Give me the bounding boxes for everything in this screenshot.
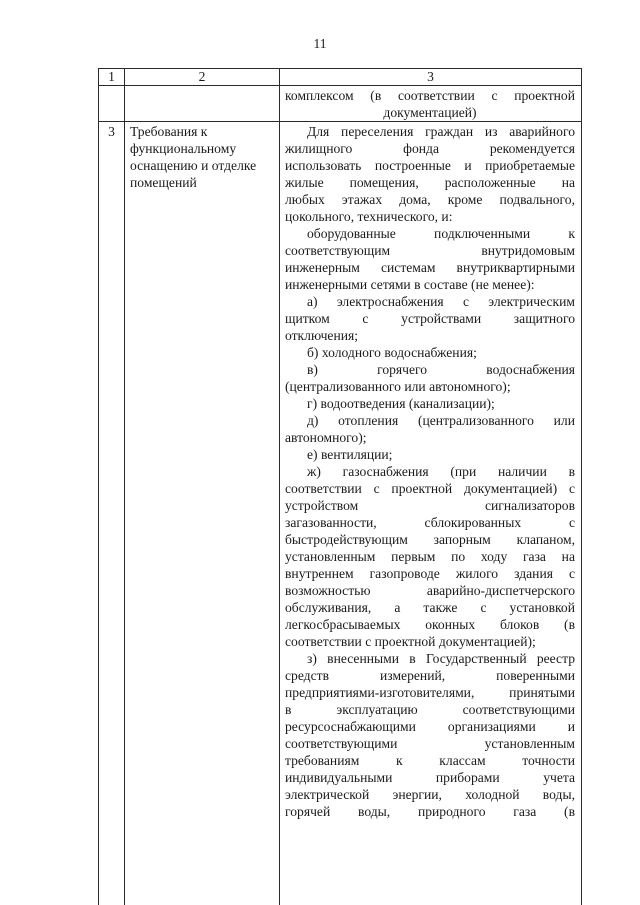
text-line: ресурсоснабжающими организациями и xyxy=(285,719,575,734)
requirement-line: функциональному xyxy=(130,141,237,156)
text-line: б) холодного водоснабжения; xyxy=(307,345,477,360)
header-col-2: 2 xyxy=(125,69,280,86)
table-header-row xyxy=(99,69,582,86)
content-cell xyxy=(280,122,582,905)
page-number: 11 xyxy=(313,36,327,51)
text-line: предприятиями-изготовителями, принятыми xyxy=(285,685,575,700)
text-line: цокольного, технического, и: xyxy=(285,209,453,224)
table-row-continuation xyxy=(99,86,582,122)
text-line: соответствии с проектной документацией); xyxy=(285,634,536,649)
requirement-line: помещений xyxy=(130,175,197,190)
text-line: соответствии с проектной документацией) с xyxy=(285,481,575,496)
text-line: автономного); xyxy=(285,430,367,445)
text-line: ж) газоснабжения (при наличии в xyxy=(307,464,575,479)
text-line: жилищного фонда рекомендуется xyxy=(285,141,575,156)
table-row-3 xyxy=(99,122,582,905)
text-line: оборудованные подключенными к xyxy=(307,226,575,241)
text-line: устройством сигнализаторов xyxy=(285,498,575,513)
text-line: в эксплуатацию соответствующими xyxy=(285,702,575,717)
content-cell xyxy=(280,86,582,122)
text-line: средств измерений, поверенными xyxy=(285,668,575,683)
text-line: а) электроснабжения с электрическим xyxy=(307,294,575,309)
requirement-cell xyxy=(125,86,280,122)
text-line: быстродействующим запорным клапаном, xyxy=(285,532,575,547)
text-line: д) отопления (централизованного или xyxy=(307,413,575,428)
text-line: комплексом (в соответствии с проектной xyxy=(285,88,575,103)
text-line: соответствующим внутридомовым xyxy=(285,243,575,258)
text-line: жилые помещения, расположенные на xyxy=(285,175,575,190)
text-line: использовать построенные и приобретаемые xyxy=(285,158,575,173)
text-line: легкосбрасываемых оконных блоков (в xyxy=(285,617,575,632)
requirement-line: оснащению и отделке xyxy=(130,158,257,173)
text-line: индивидуальными приборами учета xyxy=(285,770,575,785)
text-line: электрической энергии, холодной воды, xyxy=(285,787,575,802)
requirement-line: Требования к xyxy=(130,124,208,139)
text-line: в) горячего водоснабжения xyxy=(307,362,575,377)
text-line: щитком с устройствами защитного xyxy=(285,311,575,326)
text-line: Для переселения граждан из аварийного xyxy=(307,124,575,139)
requirement-cell xyxy=(125,122,280,905)
text-line: загазованности, сблокированных с xyxy=(285,515,575,530)
text-line: установленным первым по ходу газа на xyxy=(285,549,575,564)
text-line: горячей воды, природного газа (в xyxy=(285,804,575,819)
header-col-1: 1 xyxy=(99,69,125,86)
text-line: инженерными сетями в составе (не менее): xyxy=(285,277,535,292)
header-col-3: 3 xyxy=(280,69,582,86)
text-line: любых этажах дома, кроме подвального, xyxy=(285,192,575,207)
text-line: внутреннем газопроводе жилого здания с xyxy=(285,566,575,581)
text-line: з) внесенными в Государственный реестр xyxy=(307,651,575,666)
text-line: г) водоотведения (канализации); xyxy=(307,396,495,411)
text-line: (централизованного или автономного); xyxy=(285,379,511,394)
text-line: документацией) xyxy=(383,105,477,120)
text-line: соответствующими установленным xyxy=(285,736,575,751)
text-line: отключения; xyxy=(285,328,359,343)
text-line: требованиям к классам точности xyxy=(285,753,575,768)
text-line: возможностью аварийно-диспетчерского xyxy=(285,583,575,598)
text-line: е) вентиляции; xyxy=(307,447,393,462)
requirements-table xyxy=(98,68,582,905)
row-number-cell xyxy=(99,86,125,122)
text-line: обслуживания, а также с установкой xyxy=(285,600,575,615)
text-line: инженерным системам внутриквартирными xyxy=(285,260,575,275)
row-number-cell: 3 xyxy=(99,122,125,905)
